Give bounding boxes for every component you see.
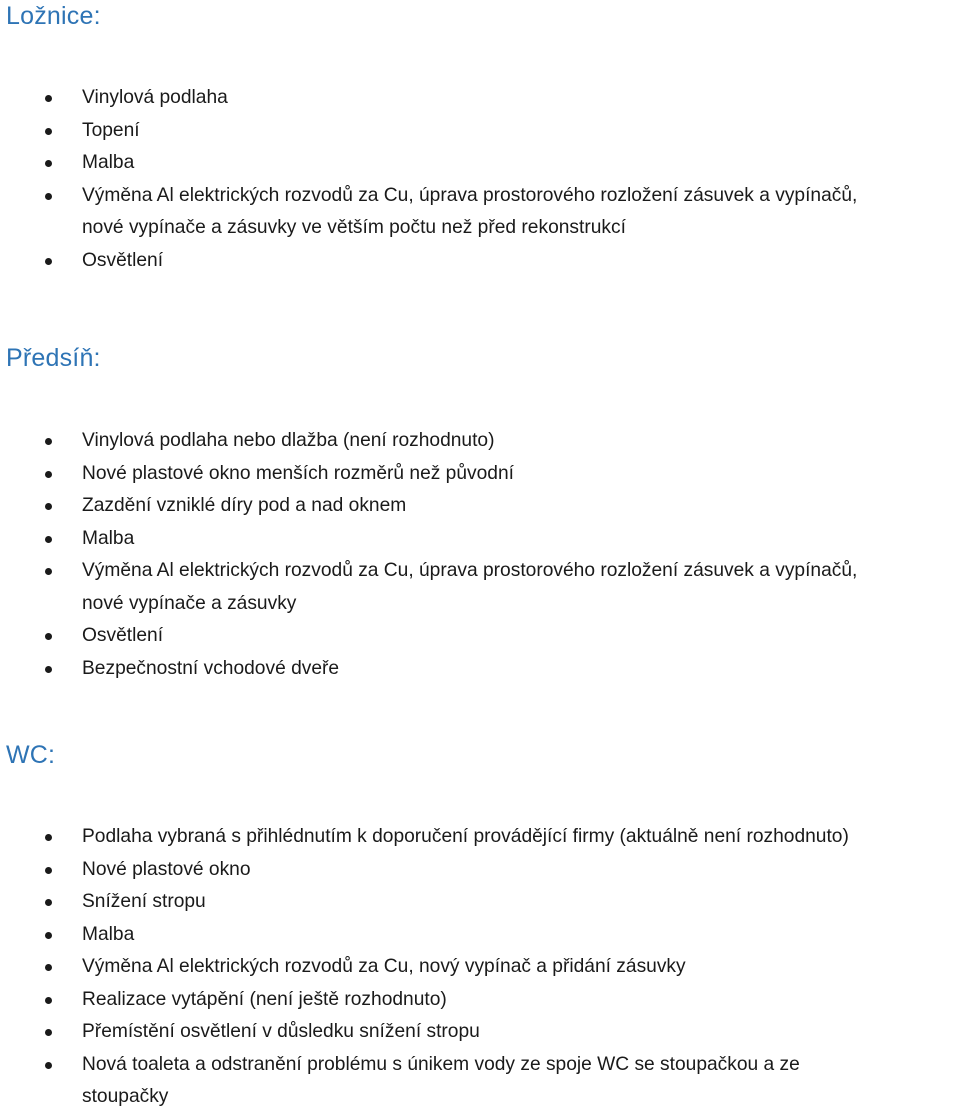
list-item — [0, 82, 960, 115]
list-item — [0, 458, 960, 491]
list-item — [0, 1049, 960, 1114]
list-item — [0, 180, 960, 245]
list-item-text: Osvětlení — [82, 249, 164, 271]
section-list-predsin — [0, 425, 960, 685]
list-item — [0, 886, 960, 919]
list-item-text: Nové plastové okno — [82, 858, 251, 880]
bullet-icon — [45, 964, 52, 971]
list-item-text: Malba — [82, 152, 135, 173]
bullet-icon — [45, 834, 52, 841]
bullet-icon — [45, 503, 52, 510]
list-item — [0, 620, 960, 653]
bullet-icon — [45, 193, 52, 200]
list-item-text-continued: stoupačky — [82, 1086, 169, 1107]
list-item-text: Zazdění vzniklé díry pod a nad oknem — [82, 495, 407, 516]
bullet-icon — [45, 1029, 52, 1036]
list-item — [0, 425, 960, 458]
bullet-icon — [45, 95, 52, 102]
list-item-text: Osvětlení — [82, 625, 164, 646]
section-heading-loznice: Ložnice: — [6, 2, 101, 30]
list-item — [0, 245, 960, 278]
list-item-text: Nové plastové okno menších rozměrů než původní — [82, 462, 514, 484]
list-item — [0, 555, 960, 620]
list-item-text: Výměna Al elektrických rozvodů za Cu, úprava prostorového rozložení zásuvek a vypínačů, — [82, 184, 858, 206]
list-item-text: Výměna Al elektrických rozvodů za Cu, nový vypínač a přidání zásuvky — [82, 956, 686, 977]
list-item-text: Vinylová podlaha — [82, 87, 228, 108]
list-item-text: Realizace vytápění (není ještě rozhodnuto) — [82, 988, 447, 1010]
list-item — [0, 984, 960, 1017]
list-item-text-continued: nové vypínače a zásuvky — [82, 592, 297, 614]
section-heading-wc: WC: — [6, 741, 56, 769]
bullet-icon — [45, 471, 52, 478]
list-item-text: Snížení stropu — [82, 891, 206, 912]
list-item-text: Podlaha vybraná s přihlédnutím k doporučení provádějící firmy (aktuálně není rozhodnuto) — [82, 826, 849, 847]
section-list-loznice — [0, 82, 960, 277]
list-item-text: Malba — [82, 527, 135, 549]
bullet-icon — [45, 666, 52, 673]
list-item-text: Vinylová podlaha nebo dlažba (není rozhodnuto) — [82, 430, 495, 451]
list-item — [0, 115, 960, 148]
list-item-text: Topení — [82, 119, 140, 141]
list-item — [0, 821, 960, 854]
list-item — [0, 951, 960, 984]
list-item-text: Výměna Al elektrických rozvodů za Cu, úprava prostorového rozložení zásuvek a vypínačů, — [82, 560, 858, 581]
bullet-icon — [45, 568, 52, 575]
bullet-icon — [45, 899, 52, 906]
bullet-icon — [45, 633, 52, 640]
list-item — [0, 653, 960, 686]
list-item — [0, 919, 960, 952]
bullet-icon — [45, 932, 52, 939]
bullet-icon — [45, 867, 52, 874]
list-item — [0, 490, 960, 523]
bullet-icon — [45, 258, 52, 265]
list-item-text-continued: nové vypínače a zásuvky ve větším počtu než před rekonstrukcí — [82, 217, 626, 238]
list-item — [0, 854, 960, 887]
bullet-icon — [45, 997, 52, 1004]
list-item-text: Malba — [82, 923, 135, 945]
list-item — [0, 523, 960, 556]
list-item — [0, 1016, 960, 1049]
bullet-icon — [45, 438, 52, 445]
bullet-icon — [45, 1062, 52, 1069]
bullet-icon — [45, 536, 52, 543]
section-heading-predsin: Předsíň: — [6, 344, 101, 372]
bullet-icon — [45, 160, 52, 167]
section-list-wc — [0, 821, 960, 1114]
list-item — [0, 147, 960, 180]
bullet-icon — [45, 128, 52, 135]
list-item-text: Přemístění osvětlení v důsledku snížení stropu — [82, 1021, 480, 1042]
list-item-text: Bezpečnostní vchodové dveře — [82, 657, 340, 679]
list-item-text: Nová toaleta a odstranění problému s únikem vody ze spoje WC se stoupačkou a ze — [82, 1053, 800, 1075]
